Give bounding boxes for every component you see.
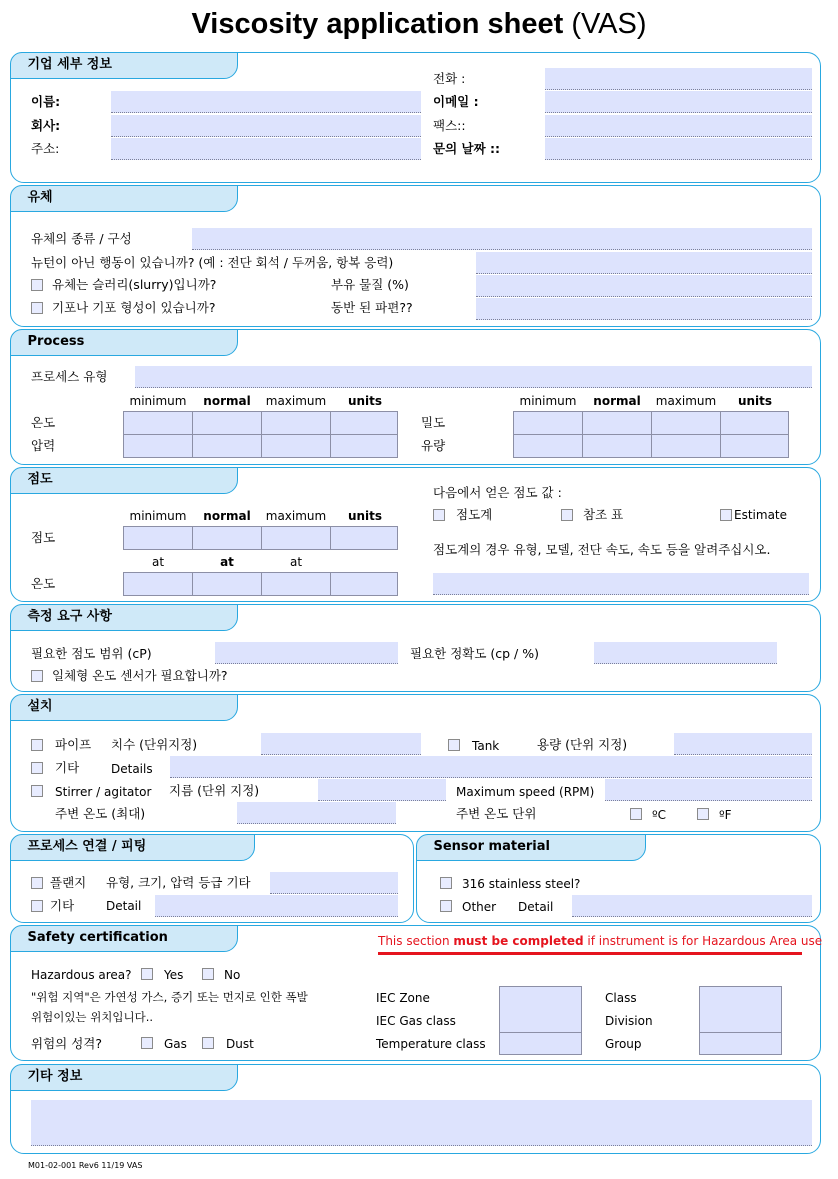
no-label: No — [224, 968, 241, 982]
flow-units-cell[interactable] — [720, 434, 789, 458]
ss316-checkbox[interactable] — [440, 877, 452, 889]
accuracy-label: 필요한 정확도 (cp / %) — [410, 646, 539, 661]
non-newtonian-label: 뉴턴이 아닌 행동이 있습니까? (예 : 전단 회석 / 두꺼움, 항복 응력) — [31, 255, 394, 270]
email-field[interactable] — [545, 91, 812, 113]
ambient-unit-label: 주변 온도 단위 — [456, 806, 537, 821]
pipe-dim-field[interactable] — [261, 733, 421, 755]
visc-min-cell[interactable] — [123, 526, 193, 550]
viscosity-tab: 점도 — [10, 467, 238, 494]
max-speed-field[interactable] — [605, 779, 812, 801]
safety-tab: Safety certification — [10, 925, 238, 952]
visc-temp-label: 온도 — [31, 576, 56, 591]
bubbles-label: 기포나 기포 형성이 있습니까? — [52, 300, 216, 315]
temp-max-cell[interactable] — [261, 411, 331, 435]
reference-checkbox[interactable] — [561, 509, 573, 521]
hazardous-no-checkbox[interactable] — [202, 968, 214, 980]
process-type-field[interactable] — [135, 366, 812, 388]
other-sensor-label: Other — [462, 900, 497, 914]
group-label: Group — [605, 1037, 642, 1051]
gas-label: Gas — [164, 1037, 187, 1051]
hazardous-note-2: 위험이있는 위치입니다.. — [31, 1010, 154, 1024]
temp-class-label: Temperature class — [376, 1037, 486, 1051]
ambient-field[interactable] — [237, 802, 396, 824]
gas-checkbox[interactable] — [141, 1037, 153, 1049]
name-field[interactable] — [111, 91, 421, 113]
visc-normal-header: normal — [203, 509, 251, 523]
hazardous-label: Hazardous area? — [31, 968, 132, 982]
process-flow-label: 유량 — [421, 438, 446, 453]
process-type-label: 프로세스 유형 — [31, 369, 108, 384]
process-min-header: minimum — [129, 394, 187, 408]
fluid-tab: 유체 — [10, 185, 238, 212]
phone-label: 전화 : — [433, 71, 466, 86]
inquiry-date-label: 문의 날짜 :: — [433, 141, 501, 156]
pressure-max-cell[interactable] — [261, 434, 331, 458]
flange-checkbox[interactable] — [31, 877, 43, 889]
iec-gas-label: IEC Gas class — [376, 1014, 456, 1028]
at-label-2: at — [220, 555, 234, 569]
at-label-3: at — [289, 555, 303, 569]
measurement-tab: 측정 요구 사항 — [10, 604, 238, 631]
diameter-field[interactable] — [318, 779, 446, 801]
density-units-cell[interactable] — [720, 411, 789, 435]
other-install-checkbox[interactable] — [31, 762, 43, 774]
company-label: 회사: — [31, 118, 61, 133]
flow-max-cell[interactable] — [651, 434, 721, 458]
temp-min-cell[interactable] — [123, 411, 193, 435]
process-units-header: units — [347, 394, 383, 408]
details-field[interactable] — [170, 756, 812, 778]
sensor-detail-label: Detail — [518, 900, 554, 914]
fluid-type-field[interactable] — [192, 228, 812, 250]
iec-zone-cell[interactable] — [499, 986, 582, 1033]
visc-min-header: minimum — [129, 509, 187, 523]
celsius-label: ºC — [652, 808, 667, 822]
sensor-detail-field[interactable] — [572, 895, 812, 917]
other-sensor-checkbox[interactable] — [440, 900, 452, 912]
flange-desc-label: 유형, 크기, 압력 등급 기타 — [106, 875, 251, 890]
celsius-checkbox[interactable] — [630, 808, 642, 820]
connection-detail-field[interactable] — [155, 895, 398, 917]
page-title: Viscosity application sheet (VAS) — [191, 8, 647, 40]
name-label: 이름: — [31, 94, 61, 109]
flow-min-cell[interactable] — [513, 434, 583, 458]
iec-zone-label: IEC Zone — [376, 991, 430, 1005]
density-max-cell[interactable] — [651, 411, 721, 435]
company-tab: 기업 세부 정보 — [10, 52, 238, 79]
other-connection-label: 기타 — [50, 898, 75, 913]
pipe-checkbox[interactable] — [31, 739, 43, 751]
nature-label: 위험의 성격? — [31, 1036, 102, 1051]
temp-normal-cell[interactable] — [192, 411, 262, 435]
pressure-min-cell[interactable] — [123, 434, 193, 458]
visc-normal-cell[interactable] — [192, 526, 262, 550]
estimate-label: Estimate — [734, 508, 788, 522]
visc-temp-min-cell[interactable] — [123, 572, 193, 596]
process-units-header-2: units — [737, 394, 773, 408]
class-cell[interactable] — [699, 986, 782, 1033]
capacity-label: 용량 (단위 지정) — [537, 737, 628, 752]
fax-label: 팩스:: — [433, 118, 466, 133]
range-field[interactable] — [215, 642, 398, 664]
tank-label: Tank — [472, 739, 500, 753]
waves-label: 동반 된 파편?? — [331, 300, 413, 315]
range-label: 필요한 점도 범위 (cP) — [31, 646, 152, 661]
fahrenheit-checkbox[interactable] — [697, 808, 709, 820]
viscometer-note-label: 점도계의 경우 유형, 모델, 전단 속도, 속도 등을 알려주십시오. — [433, 542, 771, 557]
slurry-checkbox[interactable] — [31, 279, 43, 291]
process-tab: Process — [10, 329, 238, 356]
non-newtonian-field[interactable] — [476, 252, 812, 274]
estimate-checkbox[interactable] — [720, 509, 732, 521]
other-info-field[interactable] — [31, 1100, 812, 1146]
connection-tab: 프로세스 연결 / 피팅 — [10, 834, 255, 861]
email-label: 이메일 : — [433, 94, 479, 109]
pressure-units-cell[interactable] — [330, 434, 398, 458]
capacity-field[interactable] — [674, 733, 812, 755]
bubbles-checkbox[interactable] — [31, 302, 43, 314]
address-label: 주소: — [31, 141, 60, 156]
obtained-from-label: 다음에서 얻은 점도 값 : — [433, 485, 562, 500]
process-normal-header: normal — [203, 394, 251, 408]
density-normal-cell[interactable] — [582, 411, 652, 435]
connection-detail-label: Detail — [106, 899, 142, 913]
tank-checkbox[interactable] — [448, 739, 460, 751]
temp-sensor-label: 일체형 온도 센서가 필요합니까? — [52, 668, 228, 683]
reference-label: 참조 표 — [583, 507, 624, 522]
group-cell[interactable] — [699, 1032, 782, 1055]
phone-field[interactable] — [545, 68, 812, 90]
flange-label: 플랜지 — [50, 875, 87, 890]
slurry-label: 유체는 슬러리(slurry)입니까? — [52, 277, 217, 292]
waves-field[interactable] — [476, 298, 812, 320]
visc-temp-max-cell[interactable] — [261, 572, 331, 596]
warning-underline — [378, 952, 802, 955]
suspended-label: 부유 물질 (%) — [331, 277, 409, 292]
flange-field[interactable] — [270, 872, 398, 894]
viscometer-checkbox[interactable] — [433, 509, 445, 521]
company-field[interactable] — [111, 115, 421, 137]
sensor-tab: Sensor material — [416, 834, 646, 861]
visc-max-cell[interactable] — [261, 526, 331, 550]
dust-checkbox[interactable] — [202, 1037, 214, 1049]
diameter-label: 지름 (단위 지정) — [169, 783, 260, 798]
safety-warning: This section must be completed if instrument is for Hazardous Area use — [378, 934, 823, 948]
temp-units-cell[interactable] — [330, 411, 398, 435]
dust-label: Dust — [226, 1037, 254, 1051]
stirrer-label: Stirrer / agitator — [55, 785, 152, 799]
accuracy-field[interactable] — [594, 642, 777, 664]
details-label: Details — [111, 762, 153, 776]
other-install-label: 기타 — [55, 760, 80, 775]
viscometer-details-field[interactable] — [433, 573, 809, 595]
fax-field[interactable] — [545, 115, 812, 137]
footer-code: M01-02-001 Rev6 11/19 VAS — [28, 1161, 143, 1170]
visc-temp-normal-cell[interactable] — [192, 572, 262, 596]
process-max-header-2: maximum — [655, 394, 717, 408]
ambient-label: 주변 온도 (최대) — [55, 806, 146, 821]
viscometer-label: 점도계 — [456, 507, 493, 522]
other-info-tab: 기타 정보 — [10, 1064, 238, 1091]
process-normal-header-2: normal — [593, 394, 641, 408]
pipe-dim-label: 치수 (단위지정) — [111, 737, 198, 752]
temp-sensor-checkbox[interactable] — [31, 670, 43, 682]
visc-units-cell[interactable] — [330, 526, 398, 550]
class-label: Class — [605, 991, 637, 1005]
flow-normal-cell[interactable] — [582, 434, 652, 458]
hazardous-yes-checkbox[interactable] — [141, 968, 153, 980]
fluid-type-label: 유체의 종류 / 구성 — [31, 231, 132, 246]
viscosity-label: 점도 — [31, 530, 56, 545]
yes-label: Yes — [164, 968, 184, 982]
process-pressure-label: 압력 — [31, 438, 56, 453]
suspended-field[interactable] — [476, 275, 812, 297]
other-connection-checkbox[interactable] — [31, 900, 43, 912]
visc-max-header: maximum — [265, 509, 327, 523]
inquiry-date-field[interactable] — [545, 138, 812, 160]
visc-temp-units-cell[interactable] — [330, 572, 398, 596]
process-max-header: maximum — [265, 394, 327, 408]
visc-units-header: units — [347, 509, 383, 523]
process-density-label: 밀도 — [421, 415, 446, 430]
density-min-cell[interactable] — [513, 411, 583, 435]
installation-tab: 설치 — [10, 694, 238, 721]
process-temp-label: 온도 — [31, 415, 56, 430]
pipe-label: 파이프 — [55, 737, 92, 752]
address-field[interactable] — [111, 138, 421, 160]
at-label-1: at — [151, 555, 165, 569]
temp-class-cell[interactable] — [499, 1032, 582, 1055]
fahrenheit-label: ºF — [719, 808, 732, 822]
pressure-normal-cell[interactable] — [192, 434, 262, 458]
stirrer-checkbox[interactable] — [31, 785, 43, 797]
max-speed-label: Maximum speed (RPM) — [456, 785, 595, 799]
ss316-label: 316 stainless steel? — [462, 877, 581, 891]
division-label: Division — [605, 1014, 653, 1028]
process-min-header-2: minimum — [519, 394, 577, 408]
hazardous-note-1: "위험 지역"은 가연성 가스, 증기 또는 먼지로 인한 폭발 — [31, 990, 308, 1004]
